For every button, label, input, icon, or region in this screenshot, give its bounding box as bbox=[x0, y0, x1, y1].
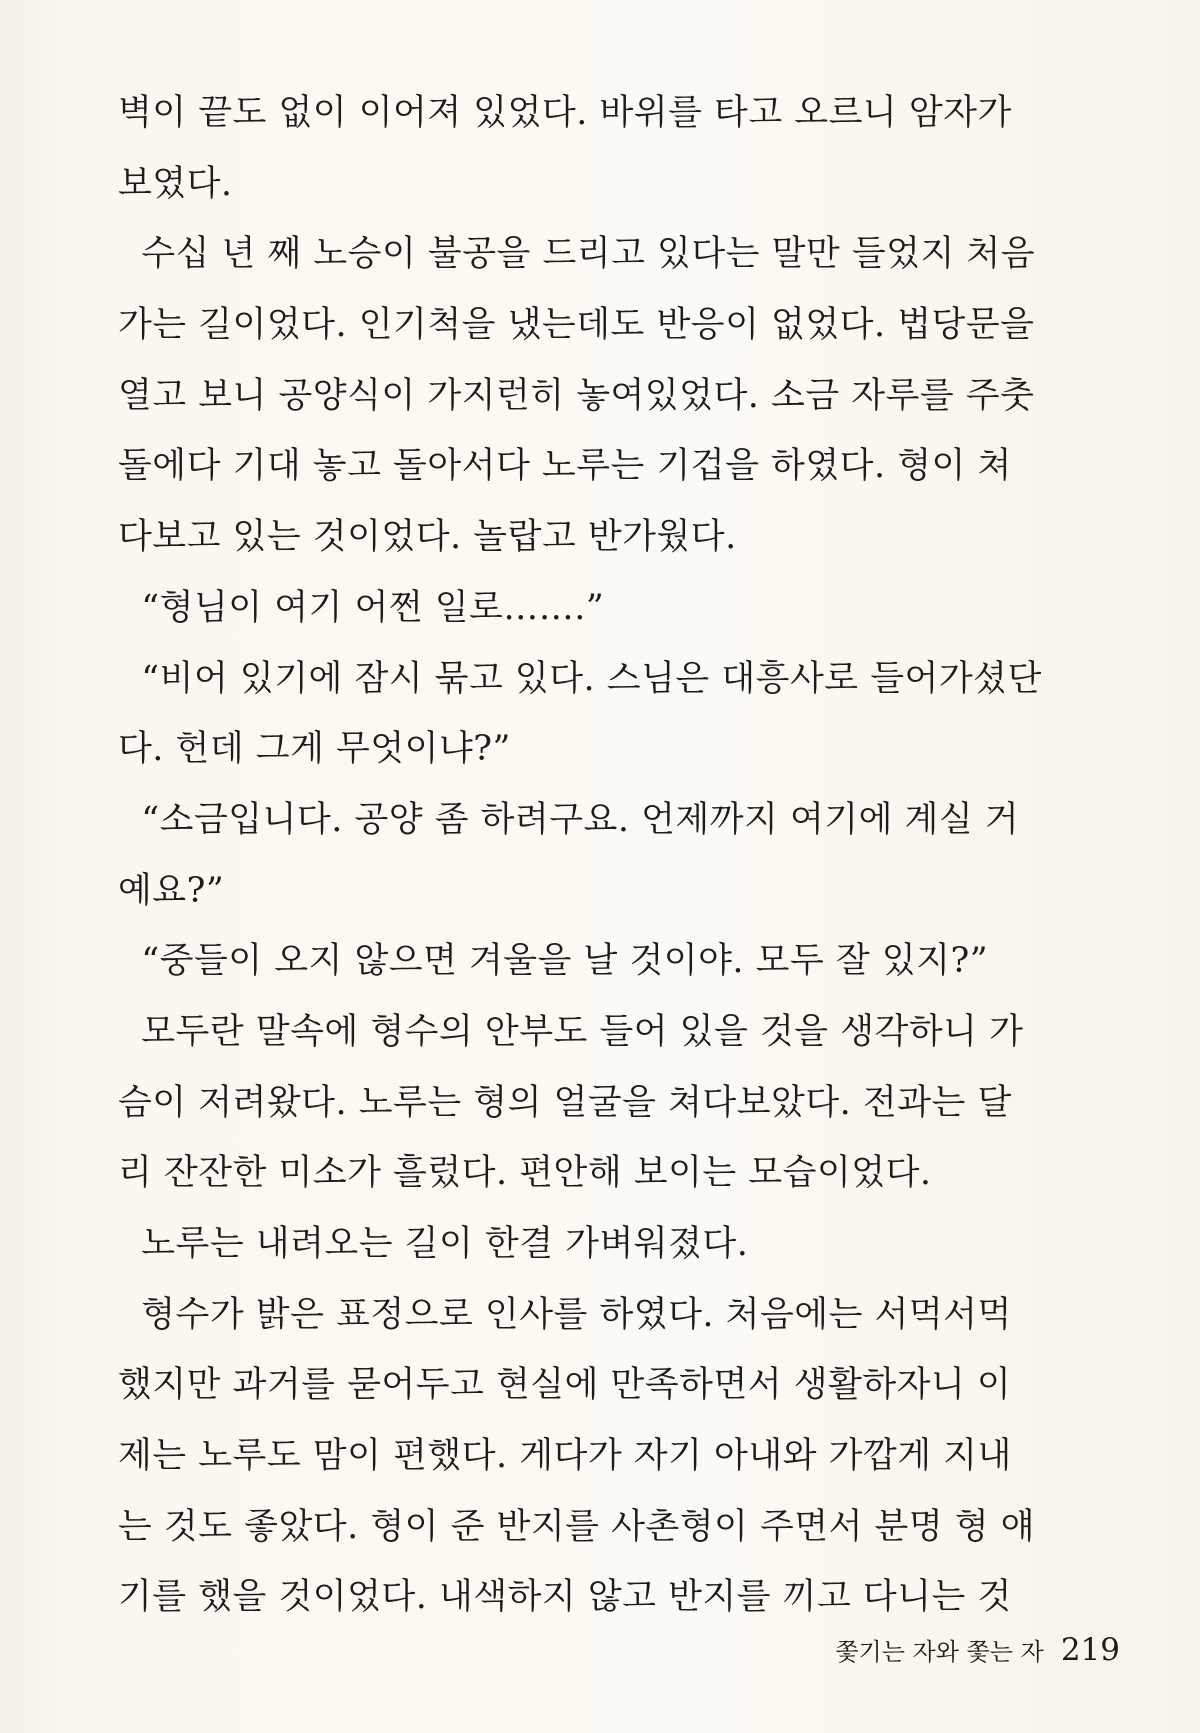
text-line: 기를 했을 것이었다. 내색하지 않고 반지를 끼고 다니는 것 bbox=[118, 1577, 1012, 1618]
running-title: 쫓기는 자와 쫓는 자 bbox=[835, 1638, 1044, 1666]
text-line: 보였다. bbox=[118, 163, 233, 204]
text-line: 형수가 밝은 표정으로 인사를 하였다. 처음에는 서먹서먹 bbox=[118, 1294, 1012, 1335]
text-line: 돌에다 기대 놓고 돌아서다 노루는 기겁을 하였다. 형이 쳐 bbox=[118, 446, 1012, 487]
text-line: 노루는 내려오는 길이 한결 가벼워졌다. bbox=[118, 1224, 749, 1264]
text-line: 예요?” bbox=[118, 870, 225, 911]
text-line: 다. 헌데 그게 무엇이냐?” bbox=[118, 729, 511, 770]
page-footer bbox=[835, 1632, 1120, 1668]
text-line: 다보고 있는 것이었다. 놀랍고 반가웠다. bbox=[118, 517, 737, 558]
text-line: 슴이 저려왔다. 노루는 형의 얼굴을 쳐다보았다. 전과는 달 bbox=[118, 1082, 1012, 1123]
text-line: “비어 있기에 잠시 묶고 있다. 스님은 대흥사로 들어가셨단 bbox=[118, 658, 1042, 699]
page-number: 219 bbox=[1060, 1632, 1120, 1668]
text-line: 했지만 과거를 묻어두고 현실에 만족하면서 생활하자니 이 bbox=[118, 1365, 1012, 1406]
text-line: 는 것도 좋았다. 형이 준 반지를 사촌형이 주면서 분명 형 얘 bbox=[118, 1506, 1036, 1547]
text-line: 가는 길이었다. 인기척을 냈는데도 반응이 없었다. 법당문을 bbox=[118, 305, 1035, 346]
text-line: 수십 년 째 노승이 불공을 드리고 있다는 말만 들었지 처음 bbox=[118, 234, 1036, 275]
text-line: 열고 보니 공양식이 가지런히 놓여있었다. 소금 자루를 주춧 bbox=[118, 375, 1035, 416]
text-line: “중들이 오지 않으면 겨울을 날 것이야. 모두 잘 있지?” bbox=[118, 941, 989, 982]
text-line: 리 잔잔한 미소가 흘렀다. 편안해 보이는 모습이었다. bbox=[118, 1153, 932, 1194]
body-text bbox=[118, 78, 1108, 1633]
text-line: “소금입니다. 공양 좀 하려구요. 언제까지 여기에 계실 거 bbox=[118, 799, 1020, 840]
text-line: 제는 노루도 맘이 편했다. 게다가 자기 아내와 가깝게 지내 bbox=[118, 1436, 1012, 1477]
text-line: 벽이 끝도 없이 이어져 있었다. 바위를 타고 오르니 암자가 bbox=[118, 93, 1012, 133]
text-line: “형님이 여기 어쩐 일로…….” bbox=[118, 587, 605, 628]
text-line: 모두란 말속에 형수의 안부도 들어 있을 것을 생각하니 가 bbox=[118, 1011, 1024, 1052]
